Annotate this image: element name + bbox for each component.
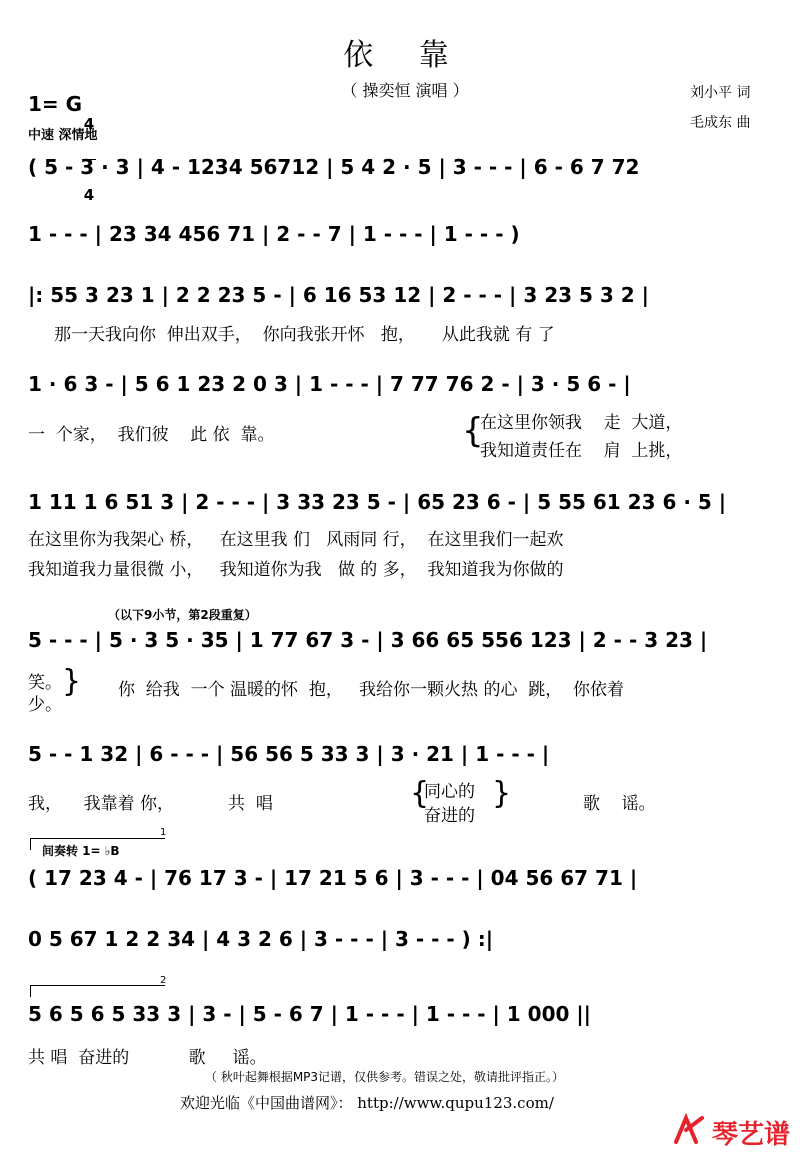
volta-1-line <box>30 838 165 839</box>
volta-2-line <box>30 985 165 986</box>
lyrics-row-4-verse2: 我知道责任在 肩 上挑， <box>480 441 683 461</box>
lyrics-row-7-verse2: 奋进的 <box>424 806 475 826</box>
lyrics-row-5-verse1: 在这里你为我架心 桥， 在这里我 们 风雨同 行， 在这里我们一起欢 <box>28 530 564 550</box>
score-row-6: 5 - - - | 5 · 3 5 · 35 | 1 77 67 3 - | 3 66 65 556 123 | 2 - - 3 23 | <box>28 628 708 652</box>
logo-text: 琴艺谱 <box>712 1120 791 1150</box>
lyrics-row-6: 你 给我 一个 温暖的怀 抱， 我给你一颗火热 的心 跳， 你依着 <box>118 680 625 700</box>
repeat-note: （以下9小节，第2段重复） <box>108 608 257 622</box>
volta-2-label: 2 <box>160 975 167 986</box>
lyrics-row-5-verse2: 我知道我力量很微 小， 我知道你为我 做 的 多， 我知道我为你做的 <box>28 560 564 580</box>
score-row-4: 1 · 6 3 - | 5 6 1 23 2 0 3 | 1 - - - | 7 77 76 2 - | 3 · 5 6 - | <box>28 372 631 396</box>
lyrics-row-10: 共 唱 奋进的 歌 谣。 <box>28 1048 267 1068</box>
composer-credit: 毛成东 曲 <box>690 115 751 131</box>
volta-1-hook <box>30 838 31 850</box>
lyrics-row-3: 那一天我向你 伸出双手， 你向我张开怀 抱， 从此我就 有 了 <box>54 325 555 345</box>
brace-row-6: } <box>62 664 82 699</box>
time-signature <box>82 89 96 216</box>
volta-1-label: 1 <box>160 827 167 838</box>
brace-row-7-right: } <box>492 776 512 811</box>
score-row-1: ( 5 - 3 · 3 | 4 - 1234 56712 | 5 4 2 · 5 | 3 - - - | 6 - 6 7 72 <box>28 155 640 179</box>
key-signature: 1= G <box>28 92 83 116</box>
score-row-9: 0 5 67 1 2 2 34 | 4 3 2 6 | 3 - - - | 3 - - - ) :| <box>28 927 494 951</box>
song-title: 依 靠 <box>343 38 467 73</box>
meter-bottom: 4 <box>83 186 95 204</box>
lyrics-row-4: 一 个家， 我们彼 此 依 靠。 <box>28 425 275 445</box>
lyrics-row-6-end2: 少。 <box>28 695 62 715</box>
score-row-3: |: 55 3 23 1 | 2 2 23 5 - | 6 16 53 12 | 2 - - - | 3 23 5 3 2 | <box>28 283 649 307</box>
volta-2-hook <box>30 985 31 997</box>
score-row-7: 5 - - 1 32 | 6 - - - | 56 56 5 33 3 | 3 · 21 | 1 - - - | <box>28 742 550 766</box>
meter-top: 4 <box>83 115 95 133</box>
lyricist-credit: 刘小平 词 <box>690 85 751 101</box>
website-link[interactable]: 欢迎光临《中国曲谱网》： http://www.qupu123.com/ <box>180 1094 554 1112</box>
brace-row-7-left: { <box>410 776 430 811</box>
transcription-note: （ 秋叶起舞根据MP3记谱，仅供参考。错误之处，敬请批评指正。） <box>205 1070 565 1084</box>
lyrics-row-6-end1: 笑。 <box>28 673 62 693</box>
score-row-2: 1 - - - | 23 34 456 71 | 2 - - 7 | 1 - - - | 1 - - - ) <box>28 222 520 246</box>
tempo-marking: 中速 深情地 <box>28 128 98 143</box>
brace-row-4: { <box>462 411 484 451</box>
score-row-5: 1 11 1 6 51 3 | 2 - - - | 3 33 23 5 - | 65 23 6 - | 5 55 61 23 6 · 5 | <box>28 490 727 514</box>
lyrics-row-4-verse1: 在这里你领我 走 大道， <box>480 413 683 433</box>
score-row-8: ( 17 23 4 - | 76 17 3 - | 17 21 5 6 | 3 - - - | 04 56 67 71 | <box>28 866 638 890</box>
singer-credit: （ 操奕恒 演唱 ） <box>341 81 469 100</box>
lyrics-row-7-verse1: 同心的 <box>424 782 475 802</box>
lyrics-row-7-end: 歌 谣。 <box>583 794 656 814</box>
interlude-key-change: 间奏转 1= ♭B <box>42 844 120 858</box>
score-row-10: 5 6 5 6 5 33 3 | 3 - | 5 - 6 7 | 1 - - - | 1 - - - | 1 000 || <box>28 1002 591 1026</box>
lyrics-row-7: 我， 我靠着 你， 共 唱 <box>28 794 273 814</box>
